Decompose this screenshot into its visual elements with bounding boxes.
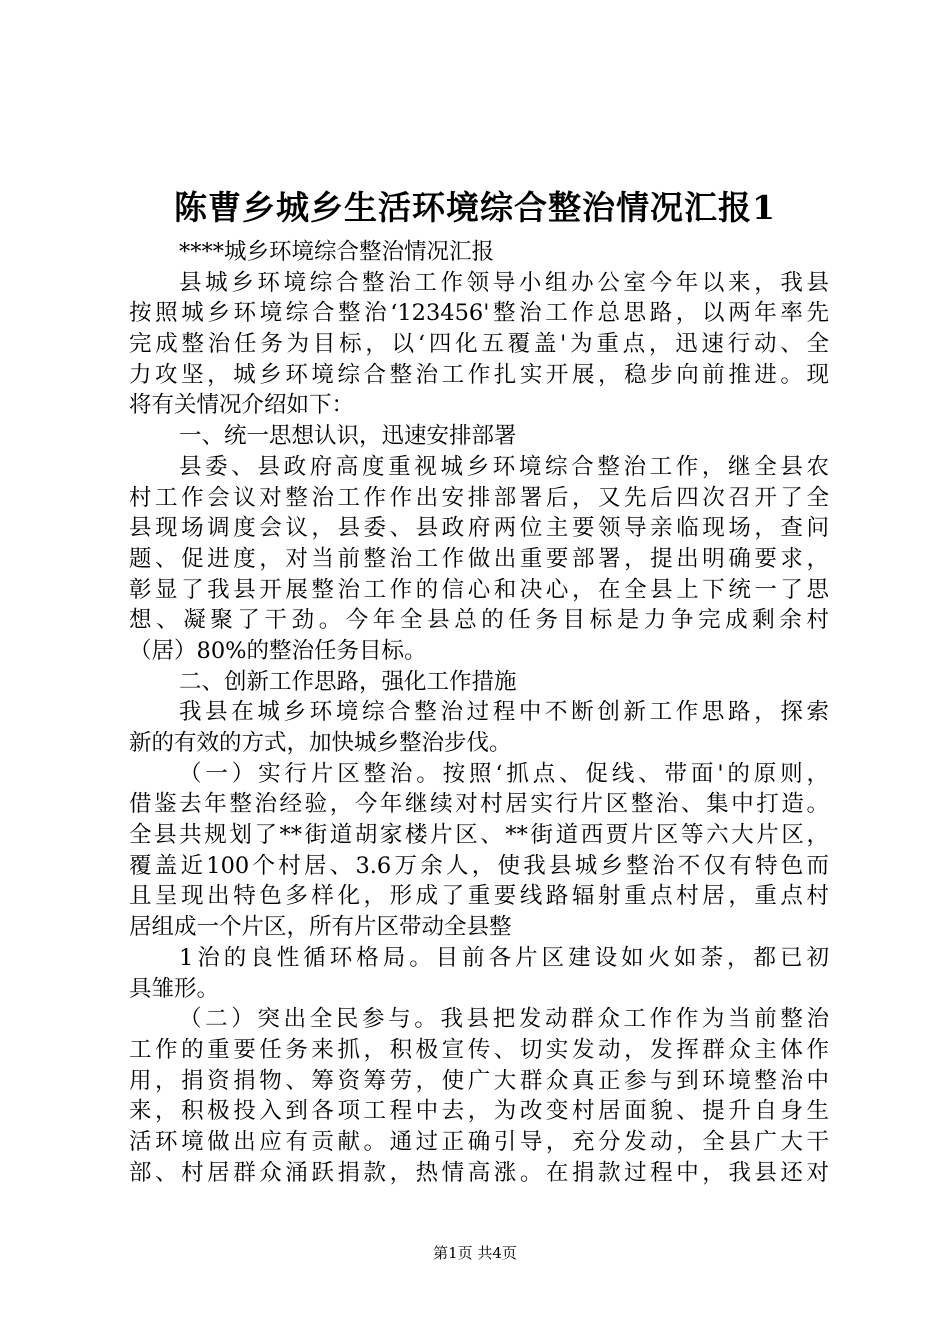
- text-line: 完成整治任务为目标，以‘四化五覆盖'为重点，迅速行动、全: [129, 331, 829, 358]
- text-line: 来，积极投入到各项工程中去，为改变村居面貌、提升自身生: [129, 1098, 829, 1125]
- text-line: 二、创新工作思路，强化工作措施: [179, 668, 517, 695]
- text-line: 题、促进度，对当前整治工作做出重要部署，提出明确要求，: [129, 545, 829, 572]
- document-title: 陈曹乡城乡生活环境综合整治情况汇报1: [174, 188, 776, 227]
- text-line: （二）突出全民参与。我县把发动群众工作作为当前整治: [179, 1006, 829, 1033]
- text-line: 县城乡环境综合整治工作领导小组办公室今年以来，我县: [179, 269, 829, 296]
- text-line: 想、凝聚了干劲。今年全县总的任务目标是力争完成剩余村: [129, 607, 829, 634]
- text-line: 村工作会议对整治工作作出安排部署后，又先后四次召开了全: [129, 484, 829, 511]
- text-line: ****城乡环境综合整治情况汇报: [179, 239, 495, 265]
- text-line: 全县共规划了**街道胡家楼片区、**街道西贾片区等六大片区，: [129, 822, 829, 849]
- text-line: 县委、县政府高度重视城乡环境综合整治工作，继全县农: [179, 453, 829, 480]
- text-line: 力攻坚，城乡环境综合整治工作扎实开展，稳步向前推进。现: [129, 361, 829, 388]
- text-line: 具雏形。: [129, 975, 220, 1002]
- text-line: （居）80%的整治任务目标。: [129, 637, 427, 664]
- text-line: 县现场调度会议，县委、县政府两位主要领导亲临现场，查问: [129, 515, 829, 542]
- text-line: 一、统一思想认识，迅速安排部署: [179, 423, 517, 450]
- text-line: 活环境做出应有贡献。通过正确引导，充分发动，全县广大干: [129, 1128, 829, 1155]
- text-line: （一）实行片区整治。按照‘抓点、促线、带面'的原则，: [179, 760, 829, 787]
- text-line: 居组成一个片区，所有片区带动全县整: [129, 914, 512, 941]
- text-line: 部、村居群众涌跃捐款，热情高涨。在捐款过程中，我县还对: [129, 1159, 829, 1186]
- text-line: 覆盖近100个村居、3.6万余人，使我县城乡整治不仅有特色而: [129, 852, 829, 879]
- text-line: 1治的良性循环格局。目前各片区建设如火如荼，都已初: [179, 944, 829, 971]
- page-footer: 第1页 共4页: [433, 1244, 517, 1262]
- text-line: 工作的重要任务来抓，积极宣传、切实发动，发挥群众主体作: [129, 1036, 829, 1063]
- text-line: 按照城乡环境综合整治‘123456'整治工作总思路，以两年率先: [129, 300, 829, 327]
- text-line: 新的有效的方式，加快城乡整治步伐。: [129, 730, 512, 756]
- text-line: 将有关情况介绍如下：: [129, 392, 355, 419]
- text-line: 借鉴去年整治经验，今年继续对村居实行片区整治、集中打造。: [129, 791, 829, 818]
- text-line: 且呈现出特色多样化，形成了重要线路辐射重点村居，重点村: [129, 883, 829, 910]
- text-line: 彰显了我县开展整治工作的信心和决心，在全县上下统一了思: [129, 576, 829, 603]
- text-line: 我县在城乡环境综合整治过程中不断创新工作思路，探索: [179, 699, 829, 726]
- text-line: 用，捐资捐物、筹资筹劳，使广大群众真正参与到环境整治中: [129, 1067, 829, 1094]
- document-body: [129, 237, 829, 1188]
